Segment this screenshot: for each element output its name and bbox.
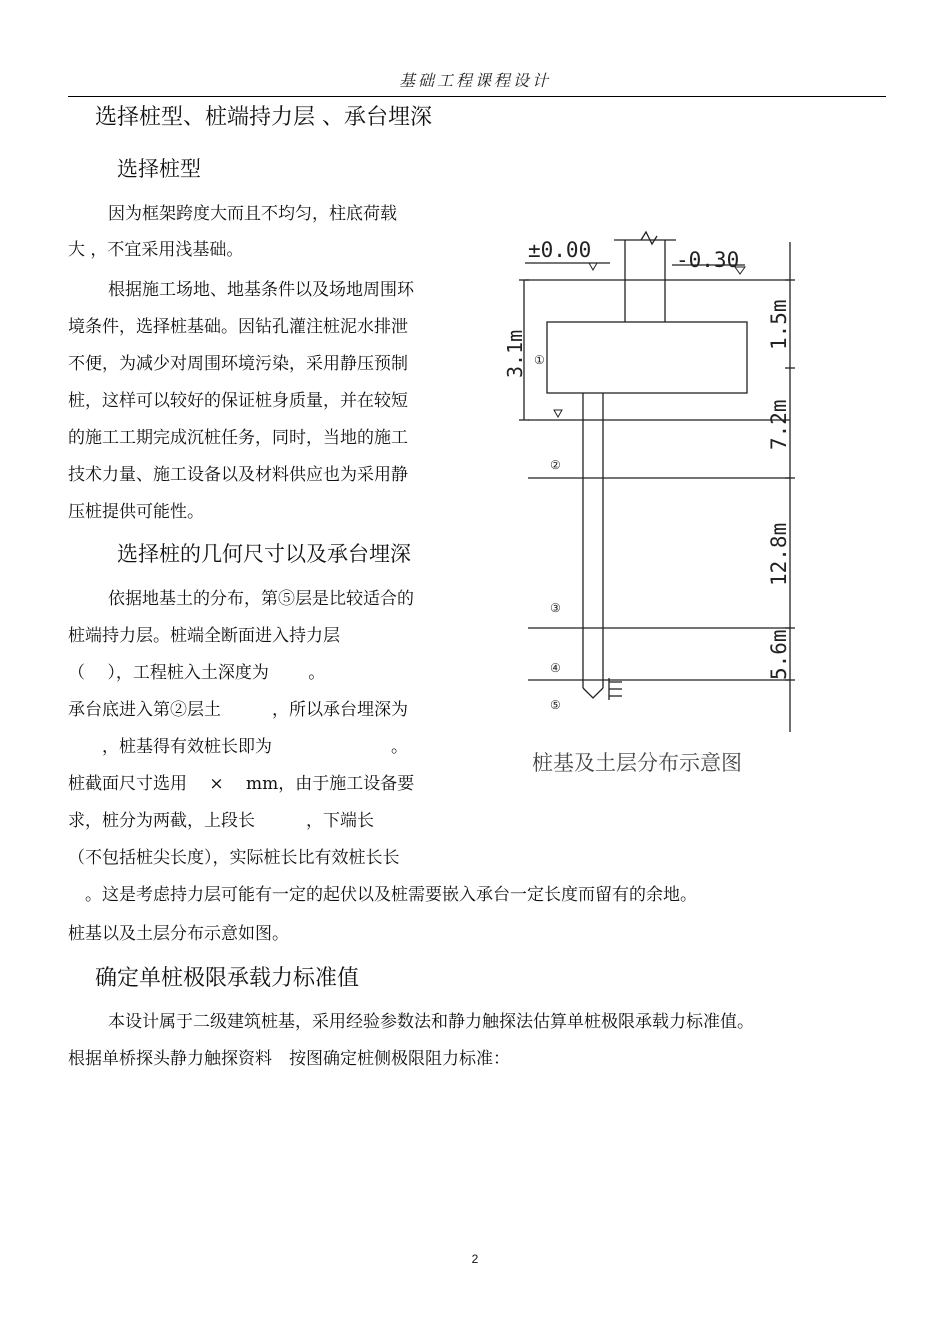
section-title-pile-selection: 选择桩型、桩端持力层 、承台埋深	[95, 105, 432, 130]
layer-marker: ①	[534, 353, 545, 367]
paragraph-line: 。这是考虑持力层可能有一定的起伏以及桩需要嵌入承台一定长度而留有的余地。	[68, 885, 697, 905]
paragraph-line: 压桩提供可能性。	[68, 502, 204, 522]
paragraph-line: 的施工工期完成沉桩任务，同时，当地的施工	[68, 428, 408, 448]
figure-caption: 桩基及土层分布示意图	[532, 751, 742, 775]
section-title-capacity: 确定单桩极限承载力标准值	[95, 966, 360, 991]
paragraph-line: 因为框架跨度大而且不均匀，柱底荷载	[108, 204, 397, 224]
paragraph-line: 不便，为减少对周围环境污染，采用静压预制	[68, 354, 408, 374]
paragraph-line: （不包括桩尖长度），实际桩长比有效桩长长	[68, 848, 400, 868]
paragraph-line: 大 ，不宜采用浅基础。	[68, 240, 244, 260]
running-header: 基础工程课程设计	[398, 71, 551, 90]
paragraph-line: （ ），工程桩入土深度为 。	[68, 663, 326, 683]
paragraph-line: 本设计属于二级建筑桩基，采用经验参数法和静力触探法估算单桩极限承载力标准值。	[108, 1012, 754, 1032]
elevation-ground-label: ±0.00	[528, 238, 592, 262]
layer-marker: ⑤	[550, 698, 561, 712]
subsection-title-geometry: 选择桩的几何尺寸以及承台埋深	[117, 542, 411, 566]
paragraph-line: 承台底进入第②层土 ，所以承台埋深为	[68, 700, 408, 720]
paragraph-line: 境条件，选择桩基础。因钻孔灌注桩泥水排泄	[68, 317, 408, 337]
paragraph-line: 桩，这样可以较好的保证桩身质量，并在较短	[68, 391, 408, 411]
layer-marker: ④	[550, 661, 561, 675]
paragraph-line: 根据施工场地、地基条件以及场地周围环	[108, 280, 414, 300]
paragraph-line: 依据地基土的分布，第⑤层是比较适合的	[108, 589, 414, 609]
paragraph-line: 桩端持力层。桩端全断面进入持力层	[68, 626, 340, 646]
dim-right-label: 5.6m	[767, 629, 791, 680]
subsection-title-pile-type: 选择桩型	[117, 157, 201, 181]
dim-right-label: 12.8m	[767, 522, 791, 586]
page-number: 2	[471, 1252, 479, 1266]
paragraph-line: 桩截面尺寸选用 × mm，由于施工设备要	[68, 774, 415, 794]
paragraph-line: ，桩基得有效桩长即为 。	[68, 737, 408, 757]
layer-marker: ③	[550, 601, 561, 615]
paragraph-line: 技术力量、施工设备以及材料供应也为采用静	[68, 465, 408, 485]
dim-right-label: 1.5m	[767, 299, 791, 350]
dim-left-label: 3.1m	[503, 329, 527, 378]
elevation-level-label: -0.30	[676, 248, 740, 272]
paragraph-line: 桩基以及土层分布示意如图。	[68, 924, 289, 944]
paragraph-line: 根据单桥探头静力触探资料 按图确定桩侧极限阻力标准：	[68, 1049, 510, 1069]
layer-marker: ②	[550, 458, 561, 472]
paragraph-line: 求，桩分为两截，上段长 ，下端长	[68, 811, 374, 831]
dim-right-label: 7.2m	[767, 399, 791, 450]
